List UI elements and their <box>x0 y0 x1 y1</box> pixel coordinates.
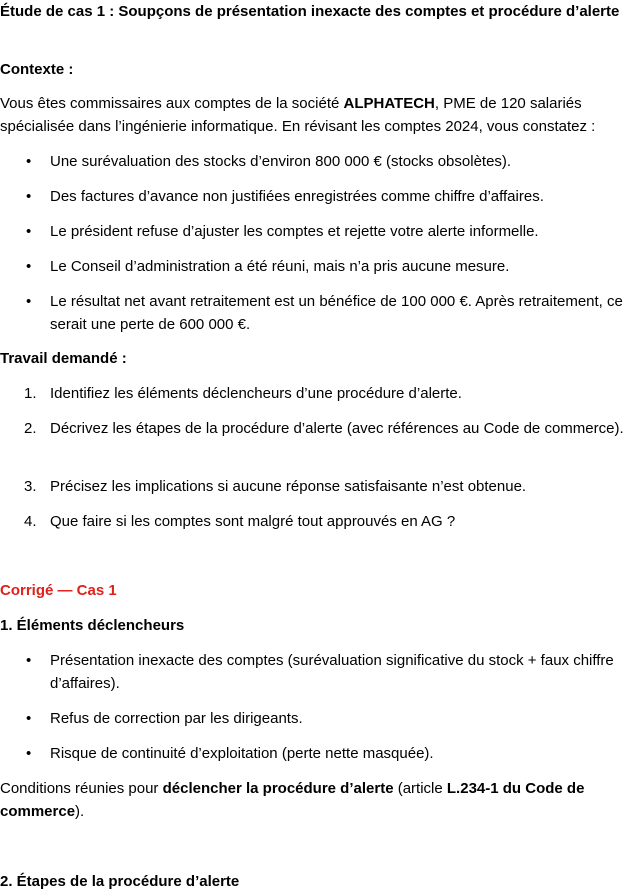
finding-text: Le résultat net avant retraitement est un bénéfice de 100 000 €. Après retraitement, ce serait une perte de 600 000 €. <box>50 293 623 333</box>
trigger-text: Risque de continuité d’exploitation (perte nette masquée). <box>50 745 434 762</box>
section1-heading: 1. Éléments déclencheurs <box>0 617 185 634</box>
list-item <box>0 150 640 173</box>
finding-text: Le président refuse d’ajuster les comptes et rejette votre alerte informelle. <box>50 223 539 240</box>
bullet-marker: • <box>26 710 32 727</box>
section2-heading: 2. Étapes de la procédure d’alerte <box>0 873 240 890</box>
list-item <box>0 220 640 243</box>
task-number: 1. <box>24 385 37 402</box>
work-heading: Travail demandé : <box>0 350 127 367</box>
conclusion-paragraph <box>0 777 640 823</box>
task-text: Précisez les implications si aucune réponse satisfaisante n’est obtenue. <box>50 478 527 495</box>
list-item <box>0 255 640 278</box>
list-item <box>0 707 640 730</box>
bullet-marker: • <box>26 258 32 275</box>
conclusion-emphasis: déclencher la procédure d’alerte <box>162 780 394 797</box>
context-text-start: Vous êtes commissaires aux comptes de la société <box>0 95 344 112</box>
case-title: Étude de cas 1 : Soupçons de présentation inexacte des comptes et procédure d’alerte <box>0 3 620 20</box>
context-text-end: , PME de 120 salariés spécialisée dans l’ingénierie informatique. En révisant les comptes 2024, vous constatez : <box>0 95 596 135</box>
task-number: 4. <box>24 513 37 530</box>
article-reference: L.234-1 du Code de commerce <box>0 780 585 820</box>
list-item <box>0 382 640 405</box>
list-item <box>0 475 640 498</box>
bullet-marker: • <box>26 188 32 205</box>
correction-heading: Corrigé — Cas 1 <box>0 582 117 599</box>
list-item <box>0 417 640 440</box>
bullet-marker: • <box>26 652 32 669</box>
trigger-text: Refus de correction par les dirigeants. <box>50 710 303 727</box>
list-item <box>0 649 640 695</box>
list-item <box>0 742 640 765</box>
finding-text: Des factures d’avance non justifiées enregistrées comme chiffre d’affaires. <box>50 188 544 205</box>
company-name: ALPHATECH <box>343 95 435 112</box>
list-item <box>0 185 640 208</box>
bullet-marker: • <box>26 153 32 170</box>
bullet-marker: • <box>26 293 32 310</box>
conclusion-text-mid: (article <box>393 780 447 797</box>
task-text: Que faire si les comptes sont malgré tout approuvés en AG ? <box>50 513 456 530</box>
task-text: Identifiez les éléments déclencheurs d’une procédure d’alerte. <box>50 385 462 402</box>
list-item <box>0 510 640 533</box>
task-number: 3. <box>24 478 37 495</box>
bullet-marker: • <box>26 745 32 762</box>
task-text: Décrivez les étapes de la procédure d’alerte (avec références au Code de commerce). <box>50 420 624 437</box>
bullet-marker: • <box>26 223 32 240</box>
conclusion-text-end: ). <box>75 803 85 820</box>
finding-text: Le Conseil d’administration a été réuni, mais n’a pris aucune mesure. <box>50 258 510 275</box>
context-heading: Contexte : <box>0 61 74 78</box>
trigger-text: Présentation inexacte des comptes (surévaluation significative du stock + faux chiffre d’affaires). <box>50 652 614 692</box>
list-item <box>0 290 640 336</box>
context-paragraph <box>0 92 640 138</box>
task-number: 2. <box>24 420 37 437</box>
finding-text: Une surévaluation des stocks d’environ 800 000 € (stocks obsolètes). <box>50 153 512 170</box>
conclusion-text-start: Conditions réunies pour <box>0 780 163 797</box>
